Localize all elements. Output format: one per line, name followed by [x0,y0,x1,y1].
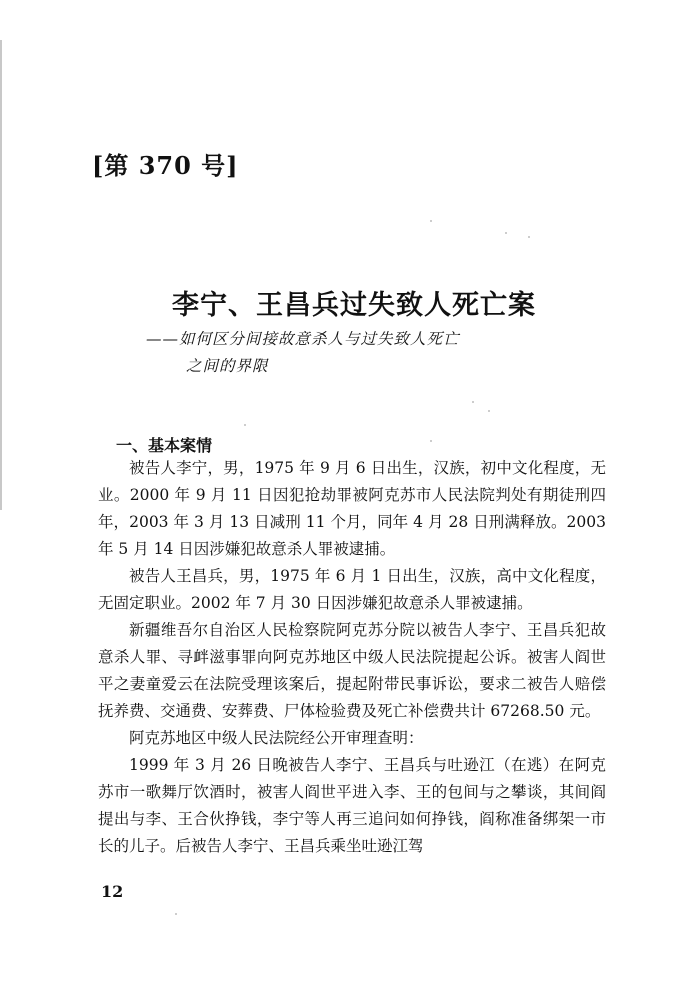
body-text [98,455,606,860]
scan-speck [472,401,474,403]
page-number: 12 [101,882,124,901]
paragraph-court-finding: 阿克苏地区中级人民法院经公开审理查明： [129,729,424,747]
scan-speck [244,424,246,426]
scan-speck [488,410,490,412]
paragraph-prosecution: 新疆维吾尔自治区人民检察院阿克苏分院以被告人李宁、王昌兵犯故意杀人罪、寻衅滋事罪向阿克苏地区中级人民法院提起公诉。被害人阎世平之妻童爱云在法院受理该案后，提起附带民事诉讼，要求二被告人赔偿抚养费、交通费、安葬费、尸体检验费及死亡补偿费共计 67268.50 元。 [98,621,606,720]
section-heading: 一、基本案情 [116,436,213,455]
scan-speck [528,236,530,238]
paragraph-facts: 1999 年 3 月 26 日晚被告人李宁、王昌兵与吐逊江（在逃）在阿克苏市一歌舞厅饮酒时，被害人阎世平进入李、王的包间与之攀谈，其间阎提出与李、王合伙挣钱，李宁等人再三追问如何挣钱，阎称准备绑架一市长的儿子。后被告人李宁、王昌兵乘坐吐逊江驾 [98,756,606,855]
case-subtitle [146,326,460,380]
paragraph-defendant-wang: 被告人王昌兵，男，1975 年 6 月 1 日出生，汉族，高中文化程度，无固定职业。2002 年 7 月 30 日因涉嫌犯故意杀人罪被逮捕。 [98,567,606,612]
subtitle-line-1: ——如何区分间接故意杀人与过失致人死亡 [146,330,460,348]
case-number: [第 370 号] [92,151,239,180]
scan-speck [175,913,177,915]
scan-speck [430,440,432,442]
case-title: 李宁、王昌兵过失致人死亡案 [172,290,536,321]
scan-speck [505,232,507,234]
paragraph-defendant-li: 被告人李宁，男，1975 年 9 月 6 日出生，汉族，初中文化程度，无业。2000 年 9 月 11 日因犯抢劫罪被阿克苏市人民法院判处有期徒刑四年，2003 年 3 月 13 日减刑 11 个月，同年 4 月 28 日刑满释放。2003 年 5 月 14 日因涉嫌犯故意杀人罪被逮捕。 [98,459,606,558]
subtitle-line-2: 之间的界限 [186,357,269,375]
scan-speck [430,220,432,222]
page-edge-shadow [0,40,2,510]
